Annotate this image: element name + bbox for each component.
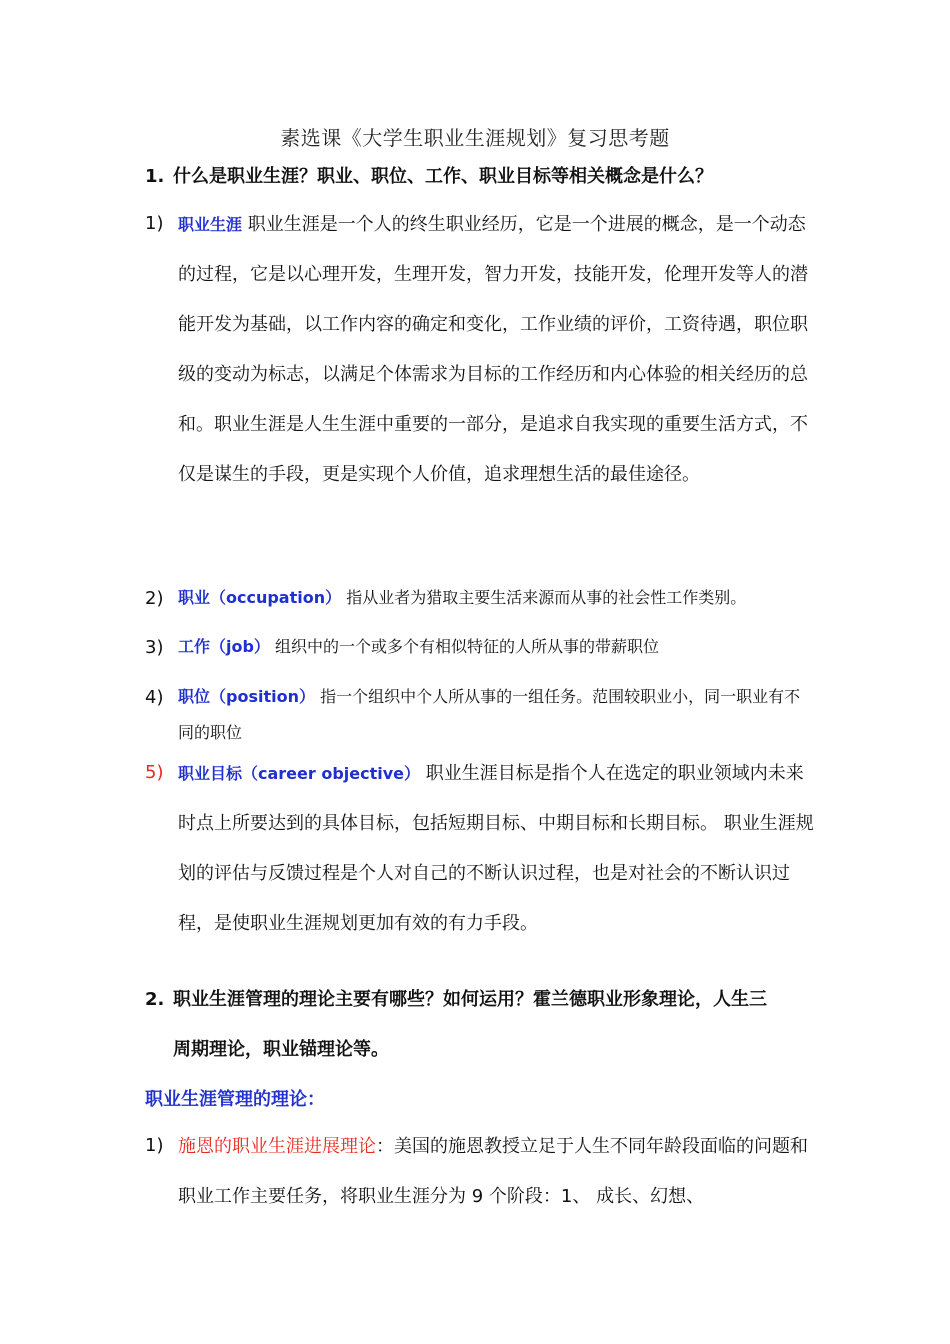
term-label: 职业（occupation） [178,588,342,607]
list-marker: 3) [145,637,164,658]
term-label: 职业生涯 [178,215,243,234]
section-heading: 职业生涯管理的理论： [145,1089,325,1110]
list-marker: 5) [145,762,164,783]
list-item [145,637,815,665]
definition-text: 职业生涯目标是指个人在选定的职业领域内未来时点上所要达到的具体目标，包括短期目标、中期目标和长期目标。 职业生涯规划的评估与反馈过程是个人对自己的不断认识过程，也是对社会的不断认识过程，是使职业生涯规划更加有效的有力手段。 [178,763,814,934]
definition-text: 职业生涯是一个人的终生职业经历，它是一个进展的概念，是一个动态的过程，它是以心理开发，生理开发，智力开发，技能开发，伦理开发等人的潜能开发为基础，以工作内容的确定和变化，工作业绩的评价，工资待遇，职位职级的变动为标志，以满足个体需求为目标的工作经历和内心体验的相关经历的总和。职业生涯是人生生涯中重要的一部分，是追求自我实现的重要生活方式，不仅是谋生的手段，更是实现个人价值，追求理想生活的最佳途径。 [178,214,808,485]
definition-text: 组织中的一个或多个有相似特征的人所从事的带薪职位 [269,637,660,656]
list-item [145,213,815,500]
definition-text: 指一个组织中个人所从事的一组任务。范围较职业小，同一职业有不同的职位 [178,687,801,742]
question-text-continued: 周期理论，职业锚理论等。 [173,1039,389,1060]
question-number: 1. [145,166,165,187]
list-marker: 2) [145,588,164,609]
list-item [145,687,815,751]
list-marker: 1) [145,1135,164,1156]
question-text: 什么是职业生涯？职业、职位、工作、职业目标等相关概念是什么？ [173,166,713,187]
question-number: 2. [145,989,165,1010]
list-item [145,1135,815,1222]
term-label: 工作（job） [178,637,270,656]
list-item [145,588,815,616]
theory-text: ：美国的施恩教授立足于人生不同年龄段面临的问题和职业工作主要任务，将职业生涯分为 9 个阶段：1、 成长、幻想、 [178,1136,808,1207]
definition-text: 指从业者为猎取主要生活来源而从事的社会性工作类别。 [341,588,747,607]
question-2 [145,985,767,1060]
list-marker: 4) [145,687,164,708]
document-title: 素选课《大学生职业生涯规划》复习思考题 [280,126,670,150]
term-label: 职位（position） [178,687,315,706]
theory-name: 施恩的职业生涯进展理论 [178,1136,376,1157]
list-marker: 1) [145,213,164,234]
term-label: 职业目标（career objective） [178,764,421,783]
question-1 [145,162,713,188]
question-text: 职业生涯管理的理论主要有哪些？如何运用？霍兰德职业形象理论，人生三 [173,989,767,1010]
list-item [145,762,815,949]
